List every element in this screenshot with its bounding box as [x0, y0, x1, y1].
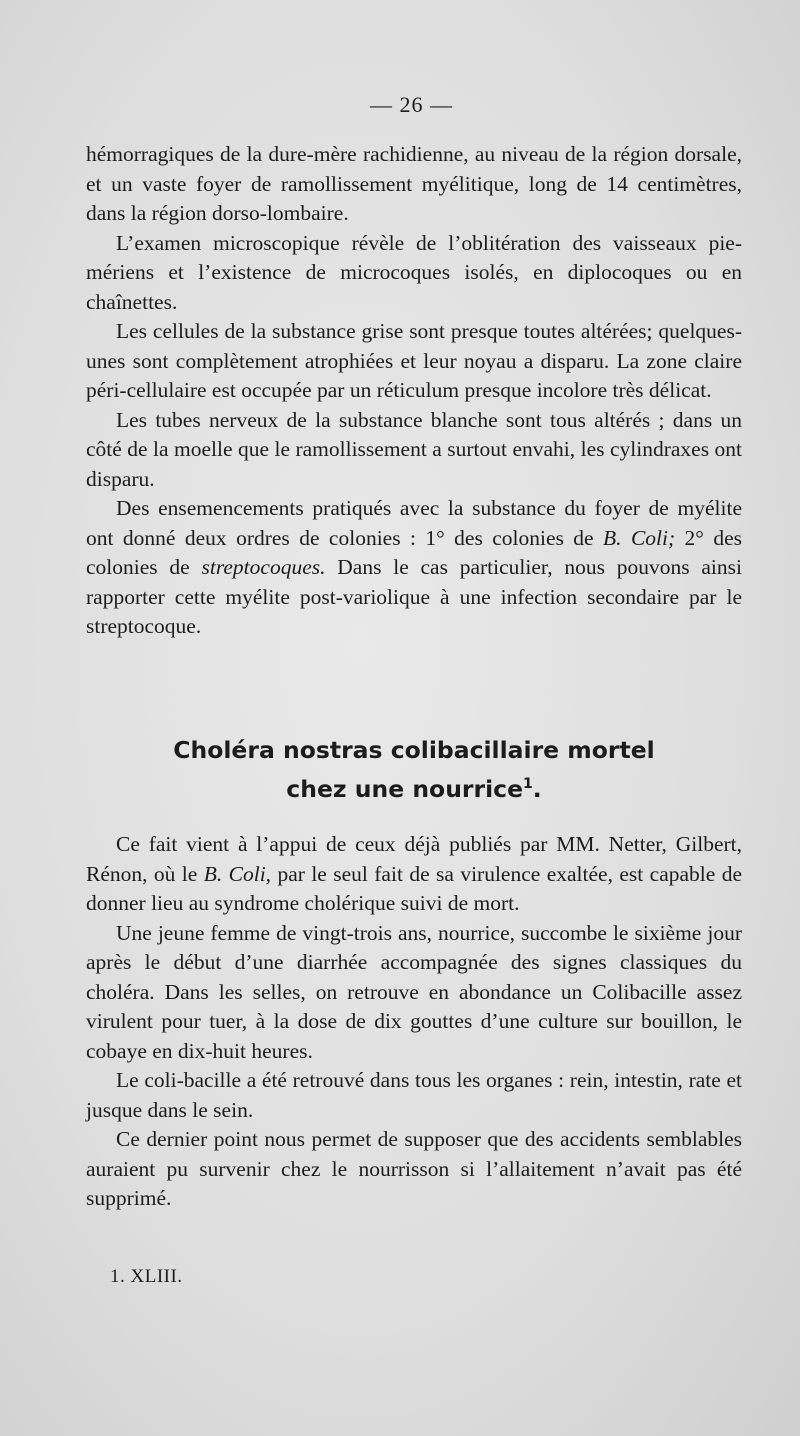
footnote: 1. XLIII. [110, 1266, 183, 1287]
body-text-section-1 [86, 140, 742, 642]
text-run: 2° des colonies de [86, 525, 742, 579]
text-run: Des ensemencements pratiqués avec la substance du foyer de myélite ont donné deux ordres de colonies : 1° des colonies de [86, 496, 742, 550]
heading-line-2 [86, 767, 742, 806]
heading-period: . [532, 774, 542, 803]
paragraph: Une jeune femme de vingt-trois ans, nourrice, succombe le sixième jour après le début d’une diarrhée accompagnée des signes classiques du choléra. Dans les selles, on retrouve en abondance un Colibacille assez virulent pour tuer, à la dose de dix gouttes d’une culture sur bouillon, le cobaye en dix-huit heures. [86, 920, 742, 1063]
text-run: Ce fait vient à l’appui de ceux déjà publiés par MM. Netter, Gilbert, Rénon, où le [86, 832, 742, 886]
body-text-section-2 [86, 830, 742, 1214]
italic-term: B. Coli, [203, 861, 272, 886]
page-number: — 26 — [370, 92, 453, 117]
footnote-ref: 1 [523, 776, 533, 792]
paragraph [86, 494, 742, 642]
italic-term: streptocoques. [201, 555, 326, 579]
italic-term: B. Coli; [603, 525, 676, 550]
heading-text: chez une nourrice [286, 774, 524, 803]
paragraph: Les tubes nerveux de la substance blanche sont tous altérés ; dans un côté de la moelle que le ramollissement a surtout envahi, les cylindraxes ont disparu. [86, 407, 742, 491]
paragraph: Les cellules de la substance grise sont presque toutes altérées; quelques-unes sont complètement atrophiées et leur noyau a disparu. La zone claire péri-cellulaire est occupée par un réticulum presque incolore très délicat. [86, 319, 742, 402]
paragraph: Ce dernier point nous permet de supposer que des accidents semblables auraient pu survenir chez le nourrisson si l’allaitement n’avait pas été supprimé. [86, 1127, 742, 1210]
section-heading [86, 733, 742, 806]
paragraph: Le coli-bacille a été retrouvé dans tous les organes : rein, intestin, rate et jusque dans le sein. [86, 1068, 742, 1122]
paragraph [86, 830, 742, 919]
paragraph: L’examen microscopique révèle de l’oblitération des vaisseaux pie-mériens et l’existence de microcoques isolés, en diplocoques ou en chaînettes. [86, 230, 742, 314]
paragraph: hémorragiques de la dure-mère rachidienne, au niveau de la région dorsale, et un vaste foyer de ramollissement myélitique, long de 14 centimètres, dans la région dorso-lombaire. [86, 142, 742, 225]
heading-line-1: Choléra nostras colibacillaire mortel [173, 736, 655, 764]
text-run: par le seul fait de sa virulence exaltée, est capable de donner lieu au syndrome cholérique suivi de mort. [86, 861, 742, 915]
text-run: Dans le cas particulier, nous pouvons ainsi rapporter cette myélite post-variolique à une infection secondaire par le streptocoque. [86, 555, 742, 638]
